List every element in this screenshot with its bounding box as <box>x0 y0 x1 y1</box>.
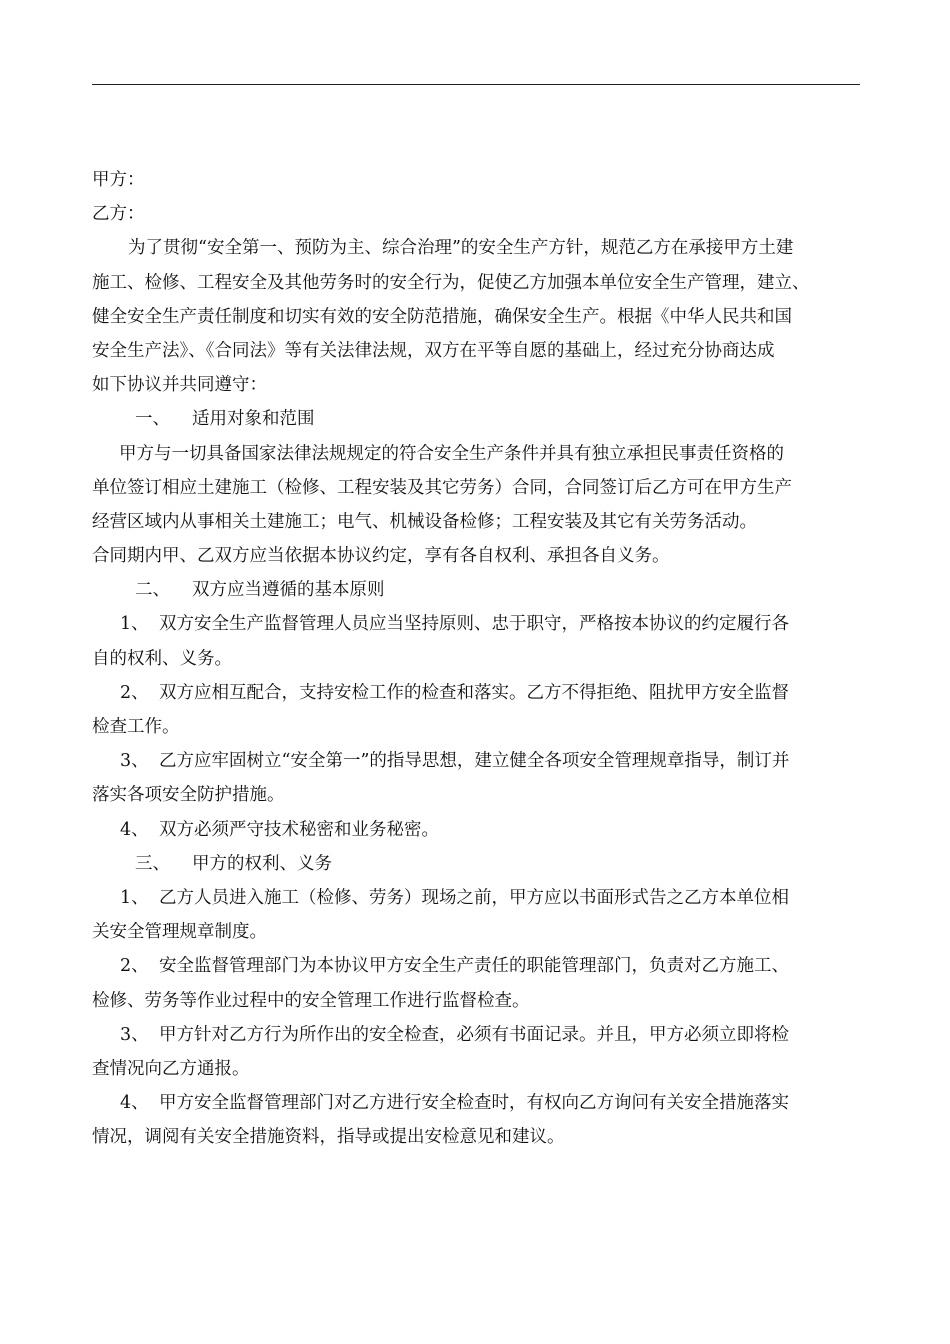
preamble-line: 健全安全生产责任制度和切实有效的安全防范措施，确保安全生产。根据《中华人民共和国 <box>92 306 792 327</box>
clause-text: 甲方安全监督管理部门对乙方进行安全检查时，有权向乙方询问有关安全措施落实 <box>159 1093 789 1114</box>
clause-continuation: 落实各项安全防护措施。 <box>92 785 285 806</box>
section-number: 三、 <box>135 853 170 874</box>
clause-number: 3、 <box>120 1024 149 1045</box>
clause-continuation: 查情况向乙方通报。 <box>92 1058 250 1079</box>
section-body-line: 经营区域内从事相关土建施工；电气、机械设备检修；工程安装及其它有关劳务活动。 <box>92 511 757 532</box>
document-body <box>92 163 872 1154</box>
clause-text: 乙方应牢固树立“安全第一”的指导思想，建立健全各项安全管理规章指导，制订并 <box>159 751 790 772</box>
section-number: 一、 <box>135 409 170 430</box>
clause-text: 双方安全生产监督管理人员应当坚持原则、忠于职守，严格按本协议的约定履行各 <box>159 614 789 635</box>
clause-line <box>92 881 872 915</box>
clause-number: 3、 <box>120 751 149 772</box>
section-heading <box>92 402 872 436</box>
clause-text: 乙方人员进入施工（检修、劳务）现场之前，甲方应以书面形式告之乙方本单位相 <box>159 887 789 908</box>
preamble-line: 施工、检修、工程安全及其他劳务时的安全行为，促使乙方加强本单位安全生产管理，建立、 <box>92 272 810 293</box>
section-body-line: 单位签订相应土建施工（检修、工程安装及其它劳务）合同，合同签订后乙方可在甲方生产 <box>92 477 792 498</box>
clause-continuation: 关安全管理规章制度。 <box>92 922 267 943</box>
clause-continuation: 情况，调阅有关安全措施资料，指导或提出安检意见和建议。 <box>92 1127 565 1148</box>
section-title: 适用对象和范围 <box>192 409 315 430</box>
header-rule <box>92 84 860 85</box>
clause-number: 4、 <box>120 1093 149 1114</box>
clause-line <box>92 744 872 778</box>
section-title: 甲方的权利、义务 <box>192 853 332 874</box>
clause-number: 2、 <box>120 956 149 977</box>
clause-text: 甲方针对乙方行为所作出的安全检查，必须有书面记录。并且，甲方必须立即将检 <box>159 1024 789 1045</box>
clause-number: 4、 <box>120 819 149 840</box>
section-number: 二、 <box>135 580 170 601</box>
clause-number: 1、 <box>120 887 149 908</box>
section-body-line: 合同期内甲、乙双方应当依据本协议约定，享有各自权利、承担各自义务。 <box>92 546 670 567</box>
clause-number: 2、 <box>120 682 149 703</box>
clause-text: 安全监督管理部门为本协议甲方安全生产责任的职能管理部门，负责对乙方施工、 <box>159 956 789 977</box>
party-a-label: 甲方： <box>92 170 145 190</box>
preamble-line: 安全生产法》、《合同法》等有关法律法规，双方在平等自愿的基础上，经过充分协商达成 <box>92 340 775 361</box>
clause-continuation: 检查工作。 <box>92 717 180 737</box>
clause-continuation: 检修、劳务等作业过程中的安全管理工作进行监督检查。 <box>92 990 530 1011</box>
clause-line <box>92 676 872 710</box>
clause-line <box>92 1086 872 1120</box>
clause-text: 双方必须严守技术秘密和业务秘密。 <box>159 819 439 840</box>
clause-continuation: 自的权利、义务。 <box>92 648 232 669</box>
clause-text: 双方应相互配合，支持安检工作的检查和落实。乙方不得拒绝、阻扰甲方安全监督 <box>159 682 789 703</box>
section-heading <box>92 573 872 607</box>
preamble-line: 为了贯彻“安全第一、预防为主、综合治理”的安全生产方针，规范乙方在承接甲方土建 <box>128 238 794 259</box>
section-title: 双方应当遵循的基本原则 <box>192 580 385 601</box>
clause-line <box>92 813 872 847</box>
clause-line <box>92 1018 872 1052</box>
clause-line <box>92 949 872 983</box>
section-body-line: 甲方与一切具备国家法律法规规定的符合安全生产条件并具有独立承担民事责任资格的 <box>119 443 784 464</box>
section-heading <box>92 847 872 881</box>
clause-number: 1、 <box>120 614 149 635</box>
clause-line <box>92 607 872 641</box>
party-b-label: 乙方： <box>92 204 145 225</box>
preamble-line: 如下协议并共同遵守： <box>92 375 267 396</box>
